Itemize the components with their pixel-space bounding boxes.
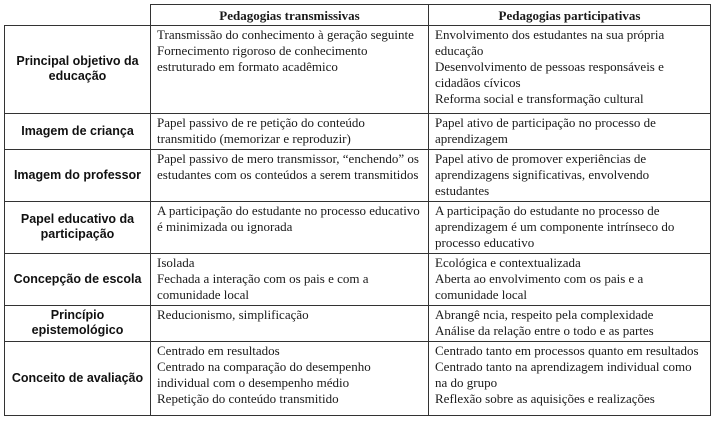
cell-transmissivas — [151, 150, 429, 202]
cell-line: Papel passivo de mero transmissor, “enchendo” os estudantes com os conteúdos a serem transmitidos — [157, 151, 419, 182]
table-row — [5, 342, 711, 416]
cell-line: Reducionismo, simplificação — [157, 307, 309, 322]
cell-line: Papel ativo de participação no processo de aprendizagem — [435, 115, 656, 146]
row-header: Conceito de avaliação — [5, 342, 151, 416]
cell-participativas — [429, 202, 711, 254]
row-header: Princípio epistemológico — [5, 306, 151, 342]
cell-transmissivas — [151, 306, 429, 342]
cell-line: Reflexão sobre as aquisições e realizações — [435, 391, 655, 406]
cell-line: A participação do estudante no processo educativo é minimizada ou ignorada — [157, 203, 420, 234]
cell-line: Papel ativo de promover experiências de aprendizagens significativas, envolvendo estudantes — [435, 151, 650, 198]
row-header: Papel educativo da participação — [5, 202, 151, 254]
column-header-transmissivas: Pedagogias transmissivas — [151, 5, 429, 26]
cell-line: Papel passivo de re petição do conteúdo transmitido (memorizar e reproduzir) — [157, 115, 365, 146]
cell-participativas — [429, 254, 711, 306]
column-header-participativas: Pedagogias participativas — [429, 5, 711, 26]
row-header: Imagem de criança — [5, 114, 151, 150]
table-row — [5, 306, 711, 342]
cell-line: Isolada — [157, 255, 195, 270]
table-row — [5, 150, 711, 202]
cell-transmissivas — [151, 114, 429, 150]
cell-line: Aberta ao envolvimento com os pais e a comunidade local — [435, 271, 644, 302]
cell-line: Repetição do conteúdo transmitido — [157, 391, 339, 406]
cell-line: Análise da relação entre o todo e as partes — [435, 323, 654, 338]
cell-participativas — [429, 342, 711, 416]
cell-line: Reforma social e transformação cultural — [435, 91, 644, 106]
cell-line: Desenvolvimento de pessoas responsáveis e cidadãos cívicos — [435, 59, 664, 90]
cell-line: Centrado tanto na aprendizagem individual como na do grupo — [435, 359, 692, 390]
cell-line: Abrangê ncia, respeito pela complexidade — [435, 307, 654, 322]
cell-transmissivas — [151, 342, 429, 416]
cell-line: Transmissão do conhecimento à geração seguinte — [157, 27, 414, 42]
cell-line: Ecológica e contextualizada — [435, 255, 581, 270]
cell-line: Envolvimento dos estudantes na sua própria educação — [435, 27, 665, 58]
table-body — [5, 26, 711, 416]
cell-line: A participação do estudante no processo de aprendizagem é um componente intrínseco do processo educativo — [435, 203, 675, 250]
cell-transmissivas — [151, 254, 429, 306]
cell-transmissivas — [151, 202, 429, 254]
cell-line: Fornecimento rigoroso de conhecimento estruturado em formato acadêmico — [157, 43, 368, 74]
cell-participativas — [429, 150, 711, 202]
cell-line: Centrado em resultados — [157, 343, 280, 358]
table-row — [5, 202, 711, 254]
cell-line: Centrado na comparação do desempenho individual com o desempenho médio — [157, 359, 371, 390]
cell-participativas — [429, 26, 711, 114]
table-row — [5, 254, 711, 306]
table-row — [5, 26, 711, 114]
row-header: Concepção de escola — [5, 254, 151, 306]
corner-cell — [5, 5, 151, 26]
cell-participativas — [429, 114, 711, 150]
cell-line: Fechada a interação com os pais e com a comunidade local — [157, 271, 369, 302]
cell-transmissivas — [151, 26, 429, 114]
table-row — [5, 114, 711, 150]
footer-text-cropped — [4, 430, 704, 446]
table-header-row — [5, 5, 711, 26]
row-header: Principal objetivo da educação — [5, 26, 151, 114]
row-header: Imagem do professor — [5, 150, 151, 202]
comparison-table — [4, 4, 711, 416]
cell-participativas — [429, 306, 711, 342]
cell-line: Centrado tanto em processos quanto em resultados — [435, 343, 699, 358]
